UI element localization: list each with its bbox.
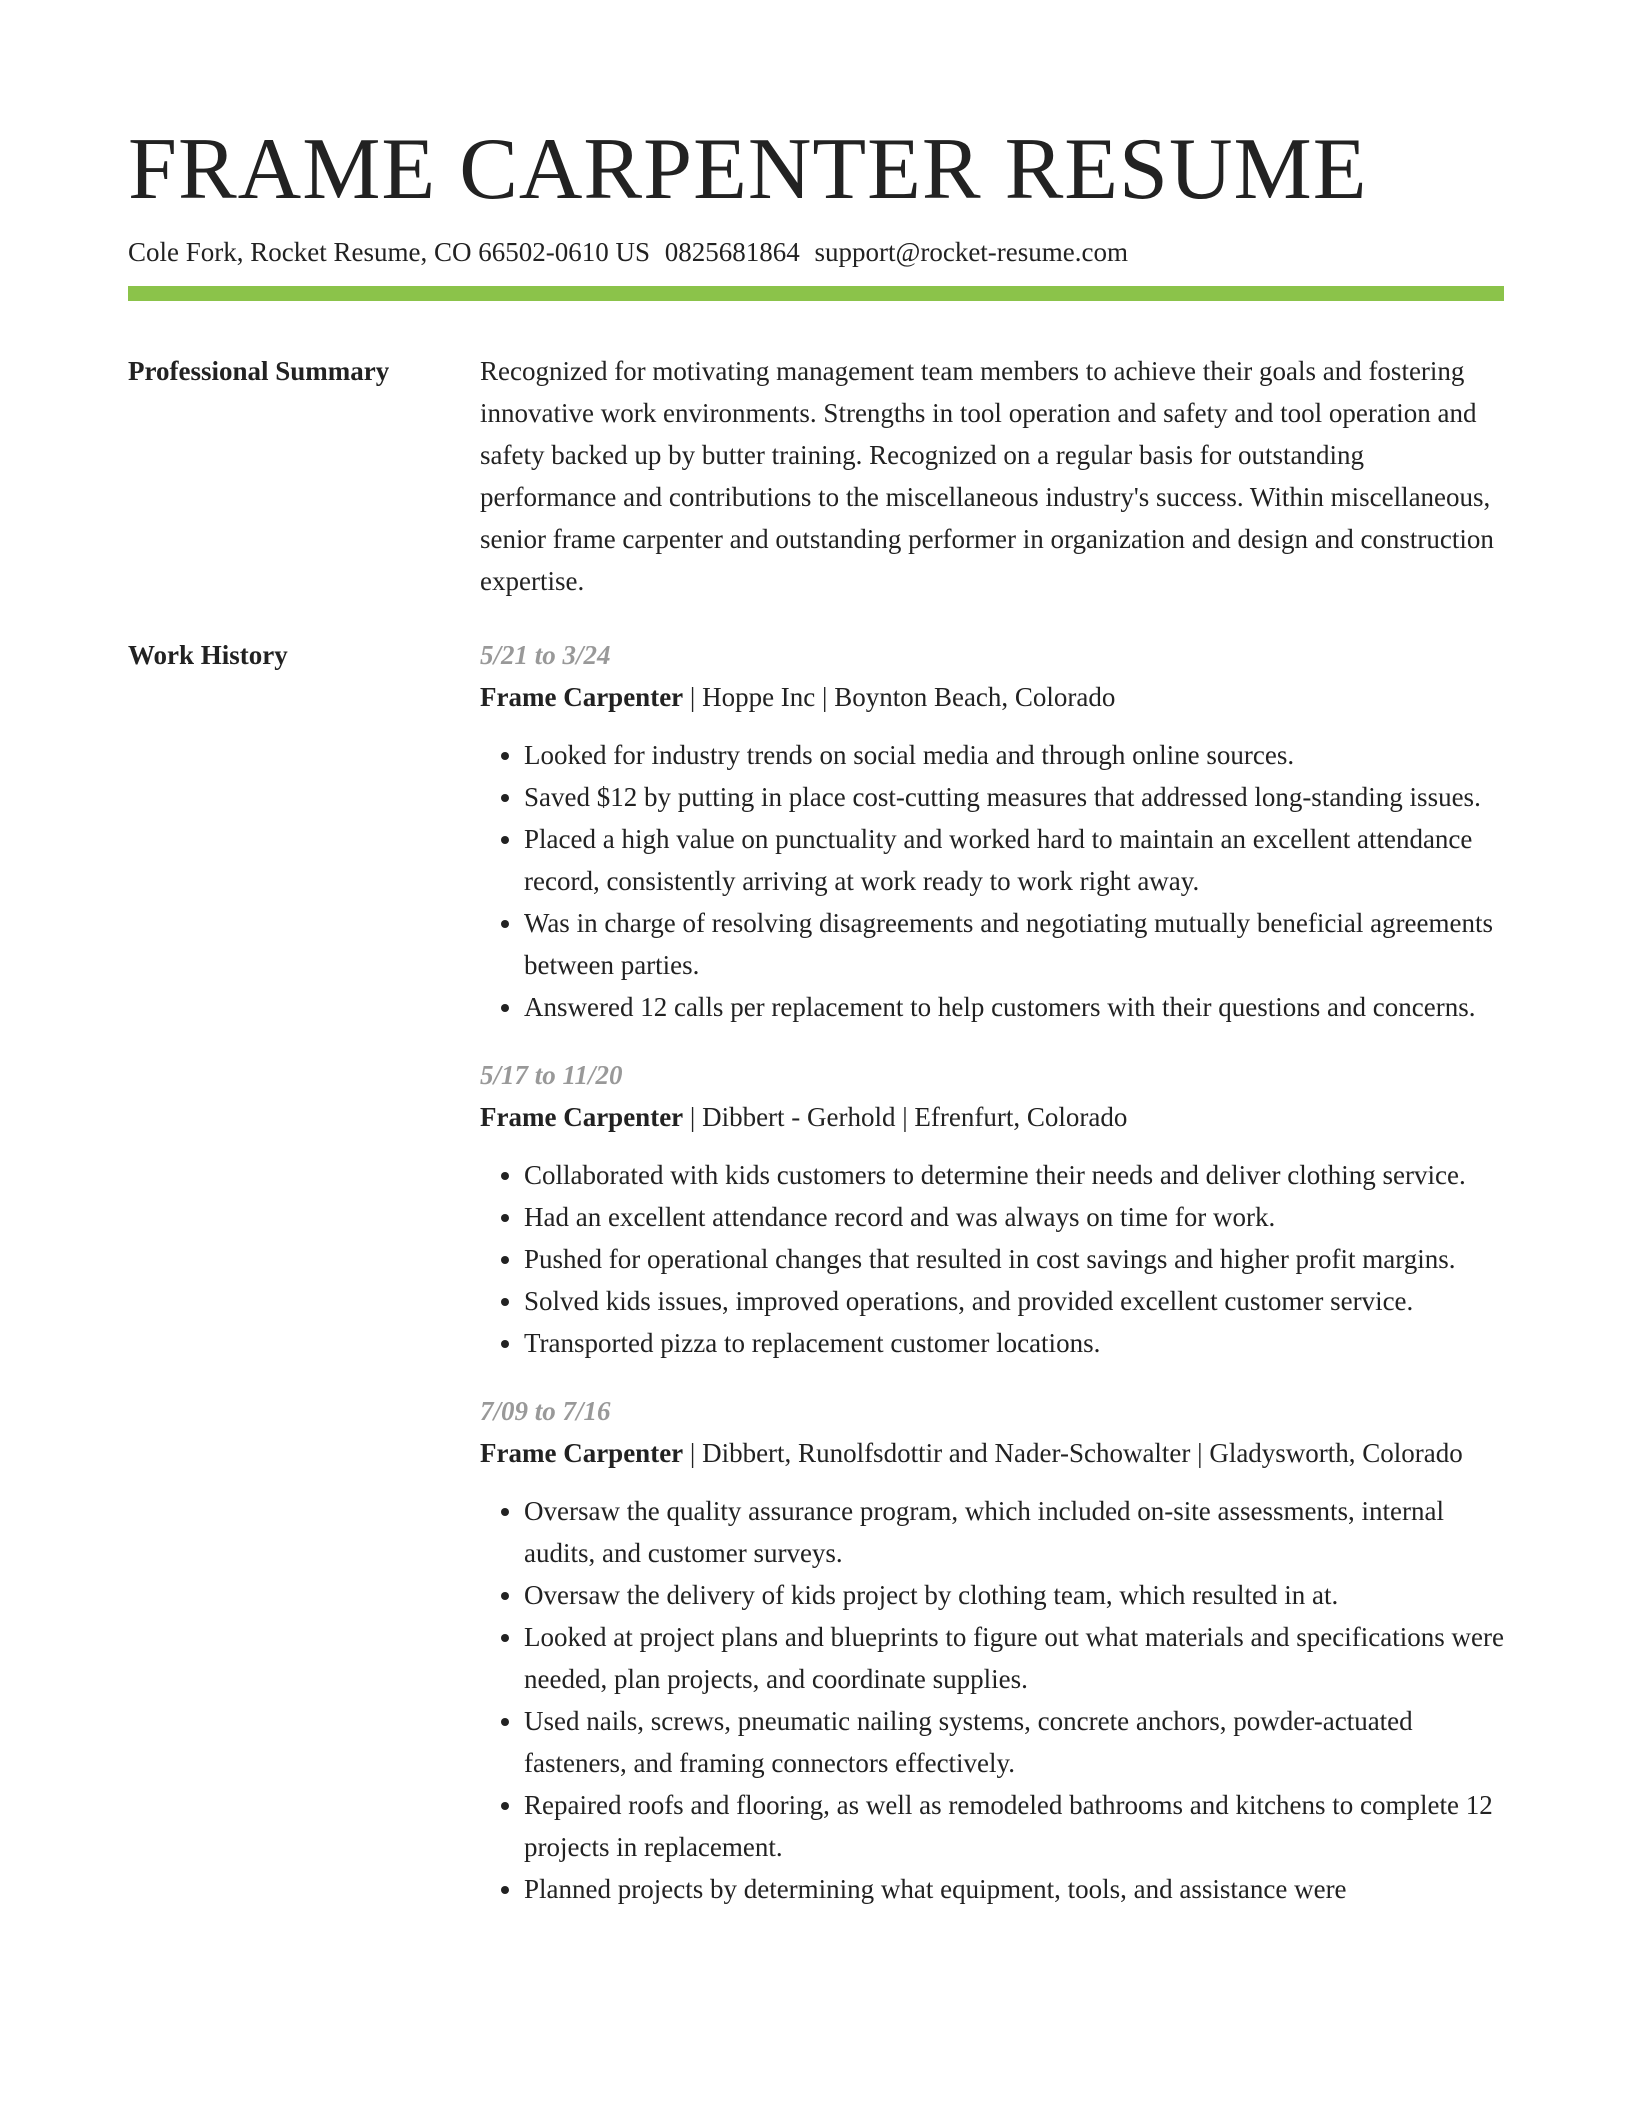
summary-heading: Professional Summary — [128, 356, 390, 386]
job-title-line — [480, 1432, 1504, 1474]
job-bullet: • Pushed for operational changes that resulted in cost savings and higher profit margins. — [524, 1238, 1504, 1280]
job-bullet: • Looked at project plans and blueprints to figure out what materials and specifications were needed, plan projects, and coordinate supplies. — [524, 1616, 1504, 1700]
contact-email: support@rocket-resume.com — [814, 237, 1129, 267]
job-role: Frame Carpenter — [480, 1438, 684, 1468]
job-dates: 5/17 to 11/20 — [480, 1060, 623, 1090]
job-dates: 7/09 to 7/16 — [480, 1396, 611, 1426]
job-entry — [480, 634, 1504, 1028]
job-bullet-list — [480, 1154, 1504, 1364]
contact-line — [128, 234, 1504, 270]
job-bullet: • Was in charge of resolving disagreements and negotiating mutually beneficial agreements between parties. — [524, 902, 1504, 986]
job-bullet: • Placed a high value on punctuality and worked hard to maintain an excellent attendance record, consistently arriving at work ready to work right away. — [524, 818, 1504, 902]
resume-header — [128, 118, 1504, 270]
job-bullet: • Solved kids issues, improved operations, and provided excellent customer service. — [524, 1280, 1504, 1322]
job-entry — [480, 1390, 1504, 1910]
job-bullet: • Oversaw the delivery of kids project by clothing team, which resulted in at. — [524, 1574, 1504, 1616]
job-bullet: • Collaborated with kids customers to determine their needs and deliver clothing service. — [524, 1154, 1504, 1196]
summary-body — [480, 350, 1504, 602]
job-bullet-list — [480, 734, 1504, 1028]
job-details: | Dibbert - Gerhold | Efrenfurt, Colorado — [683, 1102, 1128, 1132]
job-role: Frame Carpenter — [480, 1102, 684, 1132]
job-title-line — [480, 1096, 1504, 1138]
job-bullet-list — [480, 1490, 1504, 1910]
job-bullet: • Saved $12 by putting in place cost-cutting measures that addressed long-standing issues. — [524, 776, 1504, 818]
summary-text: Recognized for motivating management team members to achieve their goals and fostering innovative work environments. Strengths in tool operation and safety and tool operation and safety backed up by butter training. Recognized on a regular basis for outstanding performance and contributions to the miscellaneous industry's success. Within miscellaneous, senior frame carpenter and outstanding performer in organization and design and construction expertise. — [480, 356, 1494, 596]
job-details: | Dibbert, Runolfsdottir and Nader-Schowalter | Gladysworth, Colorado — [683, 1438, 1463, 1468]
accent-divider — [128, 286, 1504, 301]
job-title-line — [480, 676, 1504, 718]
job-role: Frame Carpenter — [480, 682, 684, 712]
contact-address: Cole Fork, Rocket Resume, CO 66502-0610 US — [128, 237, 650, 267]
work-history-body — [480, 634, 1504, 1936]
page-title: FRAME CARPENTER RESUME — [128, 121, 1368, 218]
contact-phone: 0825681864 — [664, 237, 800, 267]
job-dates: 5/21 to 3/24 — [480, 640, 611, 670]
job-bullet: • Planned projects by determining what equipment, tools, and assistance were — [524, 1868, 1504, 1910]
job-entry — [480, 1054, 1504, 1364]
job-details: | Hoppe Inc | Boynton Beach, Colorado — [683, 682, 1116, 712]
job-bullet: • Answered 12 calls per replacement to help customers with their questions and concerns. — [524, 986, 1504, 1028]
job-bullet: • Repaired roofs and flooring, as well as remodeled bathrooms and kitchens to complete 12 projects in replacement. — [524, 1784, 1504, 1868]
job-bullet: • Oversaw the quality assurance program, which included on-site assessments, internal audits, and customer surveys. — [524, 1490, 1504, 1574]
job-bullet: • Transported pizza to replacement customer locations. — [524, 1322, 1504, 1364]
job-bullet: • Used nails, screws, pneumatic nailing systems, concrete anchors, powder-actuated fasteners, and framing connectors effectively. — [524, 1700, 1504, 1784]
work-history-heading: Work History — [128, 640, 288, 670]
job-bullet: • Had an excellent attendance record and was always on time for work. — [524, 1196, 1504, 1238]
job-bullet: • Looked for industry trends on social media and through online sources. — [524, 734, 1504, 776]
